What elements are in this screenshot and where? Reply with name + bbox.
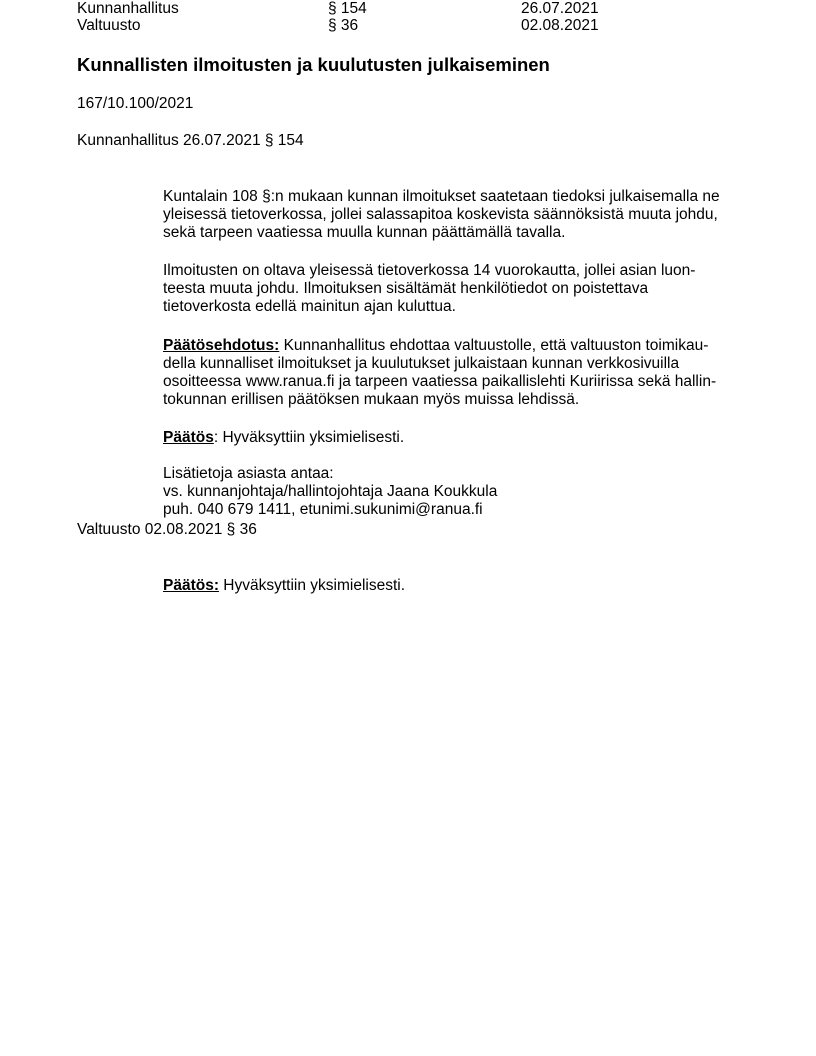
paragraph-text: Ilmoitusten on oltava yleisessä tietoverkossa 14 vuorokautta, jollei asian luon- teesta muuta johdu. Ilmoituksen sisältämät henkilötiedot on poistettava tietoverkosta edellä mainitun ajan kuluttua.: [163, 262, 696, 315]
header-date: 26.07.2021: [521, 0, 599, 17]
body-paragraph: [163, 262, 743, 316]
contact-heading: Lisätietoja asiasta antaa:: [163, 465, 334, 482]
header-section: § 36: [328, 17, 359, 34]
proposal-text: Kunnanhallitus ehdottaa valtuustolle, että valtuuston toimikau- della kunnalliset ilmoitukset ja kuulutukset julkaistaan kunnan verkkosivuilla osoitteessa www.ranua.fi ja tarpeen vaatiessa paikallislehti Kuriirissa sekä hallin- tokunnan erillisen päätöksen mukaan myös muissa lehdissä.: [163, 337, 717, 408]
body-paragraph: [163, 188, 743, 242]
header-row: [77, 17, 777, 35]
decision-text-block: [163, 429, 743, 447]
proposal-paragraph: [163, 337, 743, 409]
meeting-heading-board: Kunnanhallitus 26.07.2021 § 154: [77, 132, 304, 149]
decision-label: Päätös: [163, 429, 214, 446]
decision-paragraph: [163, 429, 743, 447]
header-body: Valtuusto: [77, 17, 141, 34]
case-number: 167/10.100/2021: [77, 95, 194, 112]
proposal-text-block: [163, 337, 743, 409]
header-section: § 154: [328, 0, 367, 17]
header-date: 02.08.2021: [521, 17, 599, 34]
decision-text-block: [163, 577, 743, 595]
header-row: [77, 0, 777, 18]
contact-details: puh. 040 679 1411, etunimi.sukunimi@ranua.fi: [163, 501, 483, 518]
meeting-heading-council: Valtuusto 02.08.2021 § 36: [77, 521, 257, 538]
contact-info: [163, 465, 743, 519]
decision-text: Hyväksyttiin yksimielisesti.: [219, 577, 406, 594]
contact-person: vs. kunnanjohtaja/hallintojohtaja Jaana Koukkula: [163, 483, 498, 500]
decision-paragraph: [163, 577, 743, 595]
decision-text: : Hyväksyttiin yksimielisesti.: [213, 429, 405, 446]
decision-label: Päätös:: [163, 577, 219, 594]
page-title: Kunnallisten ilmoitusten ja kuulutusten julkaiseminen: [77, 54, 550, 75]
paragraph-text: Kuntalain 108 §:n mukaan kunnan ilmoitukset saatetaan tiedoksi julkaisemalla ne yleisessä tietoverkossa, jollei salassapitoa koskevista säännöksistä muuta johdu, sekä tarpeen vaatiessa muulla kunnan päättämällä tavalla.: [163, 188, 720, 241]
header-body: Kunnanhallitus: [77, 0, 179, 17]
proposal-label: Päätösehdotus:: [163, 337, 280, 354]
